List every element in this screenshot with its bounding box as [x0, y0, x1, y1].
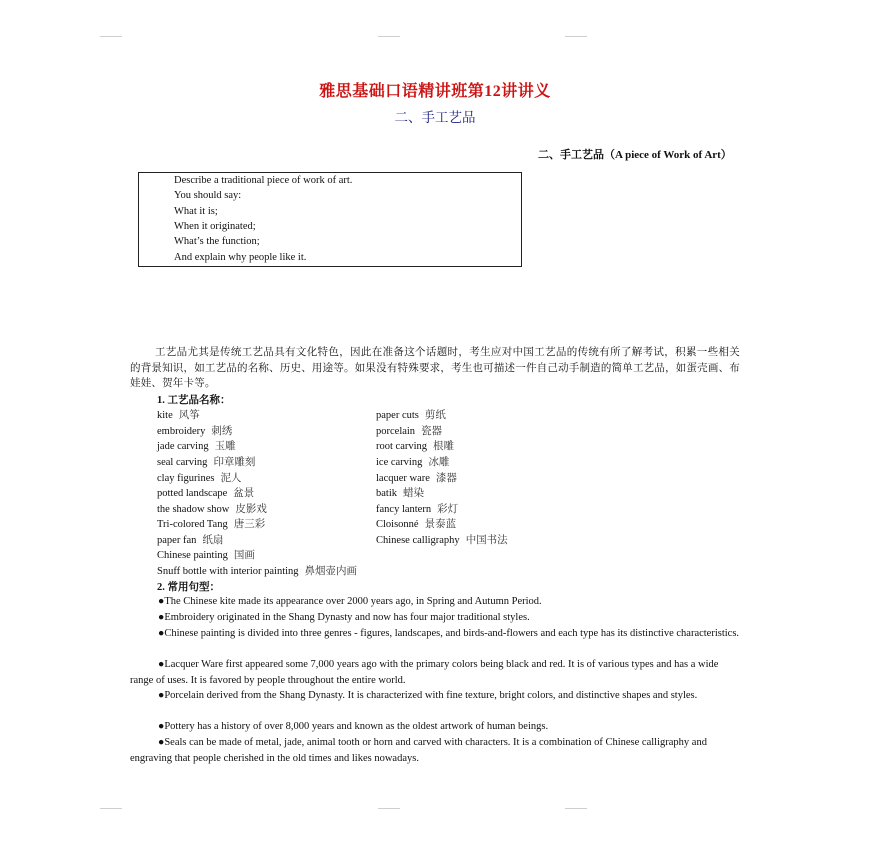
vocab-item [157, 438, 236, 453]
sentence-item: ●Porcelain derived from the Shang Dynasty. It is characterized with fine texture, bright colors, and distinctive shapes and styles. [158, 690, 698, 701]
vocab-zh: 皮影戏 [235, 504, 267, 515]
cue-card-line: You should say: [174, 190, 242, 201]
cue-card-line: Describe a traditional piece of work of art. [174, 175, 353, 186]
vocab-item [376, 516, 456, 531]
corner-mark [378, 36, 400, 37]
vocab-zh: 泥人 [220, 473, 242, 484]
vocab-item [157, 516, 265, 531]
corner-mark [378, 808, 400, 809]
vocab-en: Cloisonné [376, 519, 419, 530]
vocab-en: paper cuts [376, 410, 419, 421]
vocab-item [157, 547, 255, 562]
corner-mark [565, 36, 587, 37]
vocab-en: porcelain [376, 426, 416, 437]
vocab-zh: 漆器 [435, 473, 457, 484]
vocab-en: kite [157, 410, 173, 421]
vocab-item [157, 454, 255, 469]
vocab-zh: 刺绣 [211, 426, 233, 437]
cue-card [138, 172, 522, 267]
vocab-zh: 冰雕 [428, 457, 450, 468]
page-subtitle: 二、手工艺品 [394, 110, 476, 125]
corner-mark [100, 36, 122, 37]
vocab-item [376, 438, 454, 453]
vocab-zh: 唐三彩 [233, 519, 266, 530]
sentence-item: ●Lacquer Ware first appeared some 7,000 years ago with the primary colors being black and red. It is of various types and has a wide range of uses. It is favored by people throughout the entire world. [130, 659, 719, 686]
vocab-en: batik [376, 488, 397, 499]
section-heading-vocab: 1. 工艺品名称： [157, 395, 231, 406]
vocab-en: seal carving [157, 457, 208, 468]
vocab-en: clay figurines [157, 473, 215, 484]
vocab-item [376, 532, 508, 547]
vocab-zh: 彩灯 [437, 504, 459, 515]
vocab-zh: 风筝 [178, 410, 200, 421]
vocab-zh: 蜡染 [403, 488, 424, 499]
vocab-zh: 景泰蓝 [424, 519, 457, 530]
vocab-item [157, 470, 241, 485]
vocab-item [157, 501, 267, 516]
vocab-en: fancy lantern [376, 504, 432, 515]
intro-paragraph: 工艺品尤其是传统工艺品具有文化特色，因此在准备这个话题时，考生应对中国工艺品的传统有所了解考试，积累一些相关的背景知识，如工艺品的名称、历史、用途等。如果没有特殊要求，考生也可描述一件自己动手制造的简单工艺品，如蛋壳画、布娃娃、贺年卡等。 [130, 347, 740, 390]
vocab-en: jade carving [157, 441, 209, 452]
vocab-item [376, 485, 424, 500]
section-heading-sentences: 2. 常用句型： [157, 582, 220, 593]
sentence-item: ●The Chinese kite made its appearance over 2000 years ago, in Spring and Autumn Period. [158, 596, 542, 607]
vocab-zh: 盆景 [233, 488, 255, 499]
vocab-en: potted landscape [157, 488, 228, 499]
sentence-item: ●Chinese painting is divided into three genres - figures, landscapes, and birds-and-flowers and each type has its distinctive characteristics. [158, 628, 740, 639]
vocab-item [376, 454, 449, 469]
side-note: 二、手工艺品（A piece of Work of Art） [538, 149, 732, 161]
vocab-en: lacquer ware [376, 473, 430, 484]
sentence-item: ●Embroidery originated in the Shang Dynasty and now has four major traditional styles. [158, 612, 530, 623]
vocab-item [376, 423, 442, 438]
cue-card-line: What it is; [174, 206, 218, 217]
vocab-zh: 鼻烟壶内画 [304, 566, 358, 577]
vocab-en: embroidery [157, 426, 206, 437]
corner-mark [100, 808, 122, 809]
vocab-item [157, 423, 232, 438]
vocab-en: Snuff bottle with interior painting [157, 566, 299, 577]
vocab-item [157, 485, 254, 500]
vocab-zh: 印章雕刻 [213, 457, 256, 468]
vocab-item [376, 407, 446, 422]
sentence-item: ●Seals can be made of metal, jade, animal tooth or horn and carved with characters. It is a combination of Chinese calligraphy and engraving that people cherished in the old times and likes nowadays. [130, 737, 707, 764]
vocab-zh: 根雕 [433, 441, 455, 452]
vocab-zh: 玉雕 [214, 441, 236, 452]
vocab-en: Tri-colored Tang [157, 519, 228, 530]
vocab-zh: 国画 [233, 550, 255, 561]
vocab-en: ice carving [376, 457, 423, 468]
vocab-en: root carving [376, 441, 428, 452]
vocab-item [157, 407, 200, 422]
vocab-item [157, 563, 357, 578]
cue-card-line: And explain why people like it. [174, 252, 307, 263]
vocab-item [376, 470, 457, 485]
vocab-zh: 剪纸 [424, 410, 446, 421]
vocab-zh: 中国书法 [465, 535, 508, 546]
corner-mark [565, 808, 587, 809]
cue-card-line: When it originated; [174, 221, 256, 232]
page-title: 雅思基础口语精讲班第12讲讲义 [319, 83, 551, 100]
vocab-zh: 瓷器 [421, 426, 443, 437]
vocab-en: Chinese painting [157, 550, 228, 561]
sentence-item: ●Pottery has a history of over 8,000 years and known as the oldest artwork of human beings. [158, 721, 549, 732]
vocab-item [376, 501, 458, 516]
vocab-zh: 纸扇 [202, 535, 224, 546]
vocab-en: Chinese calligraphy [376, 535, 460, 546]
vocab-en: the shadow show [157, 504, 230, 515]
vocab-en: paper fan [157, 535, 197, 546]
cue-card-line: What’s the function; [174, 236, 260, 247]
vocab-item [157, 532, 223, 547]
